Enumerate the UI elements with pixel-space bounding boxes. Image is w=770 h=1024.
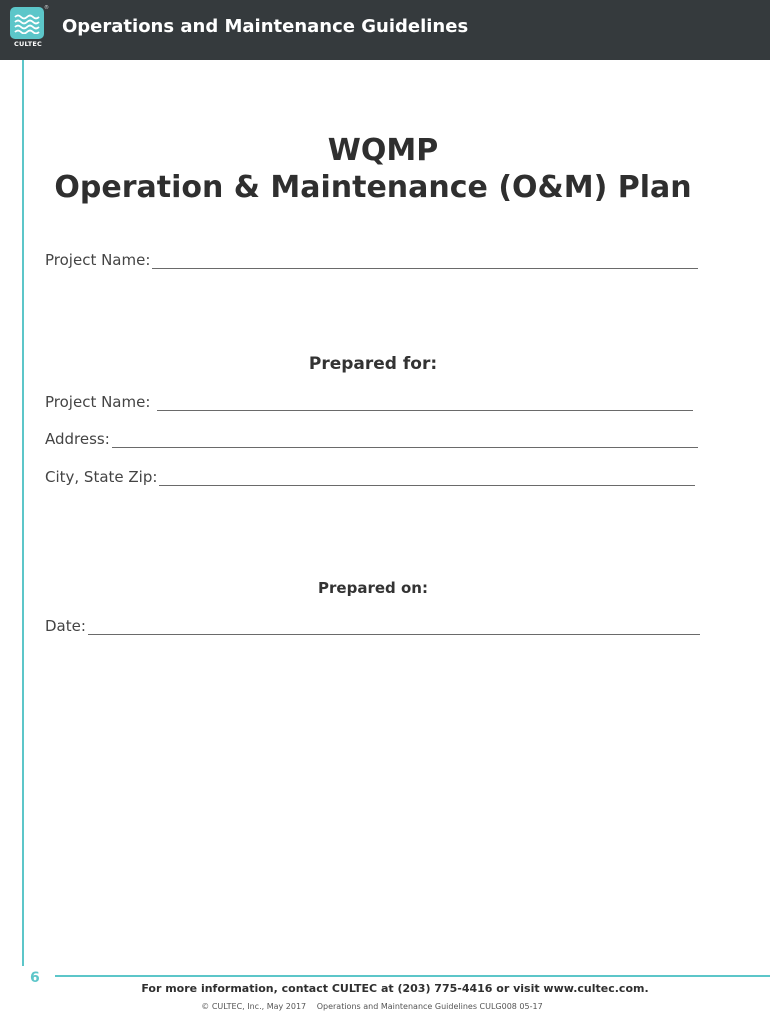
address-blank[interactable] <box>112 433 698 448</box>
project-name-blank[interactable] <box>152 254 698 269</box>
registered-mark: ® <box>44 5 49 11</box>
logo-text: CULTEC <box>14 40 42 48</box>
city-state-zip-field[interactable] <box>45 468 695 486</box>
page-number: 6 <box>30 970 40 986</box>
date-label: Date: <box>45 617 86 635</box>
project-name-field[interactable] <box>45 251 698 269</box>
copyright-text: © CULTEC, Inc., May 2017 <box>201 1002 307 1011</box>
project-name-label: Project Name: <box>45 251 151 269</box>
footer-accent-rule <box>55 975 770 977</box>
city-state-zip-label: City, State Zip: <box>45 468 158 486</box>
footer-copyright <box>0 1002 744 1011</box>
prepared-for-heading: Prepared for: <box>308 354 438 374</box>
address-label: Address: <box>45 430 110 448</box>
client-project-name-blank[interactable] <box>157 396 693 411</box>
waves-icon <box>10 7 44 39</box>
cultec-logo <box>8 5 49 51</box>
document-title: WQMP <box>327 133 439 168</box>
client-project-name-label: Project Name: <box>45 393 156 411</box>
prepared-on-heading: Prepared on: <box>318 579 428 597</box>
client-project-name-field[interactable] <box>45 393 693 411</box>
footer-contact: For more information, contact CULTEC at (203) 775-4416 or visit www.cultec.com. <box>141 982 649 995</box>
date-field[interactable] <box>45 617 700 635</box>
city-state-zip-blank[interactable] <box>159 471 695 486</box>
document-subtitle: Operation & Maintenance (O&M) Plan <box>54 170 692 205</box>
document-id: Operations and Maintenance Guidelines CULG008 05-17 <box>316 1002 543 1011</box>
page-header <box>0 0 770 60</box>
header-title: Operations and Maintenance Guidelines <box>62 16 469 37</box>
address-field[interactable] <box>45 430 698 448</box>
date-blank[interactable] <box>88 620 700 635</box>
